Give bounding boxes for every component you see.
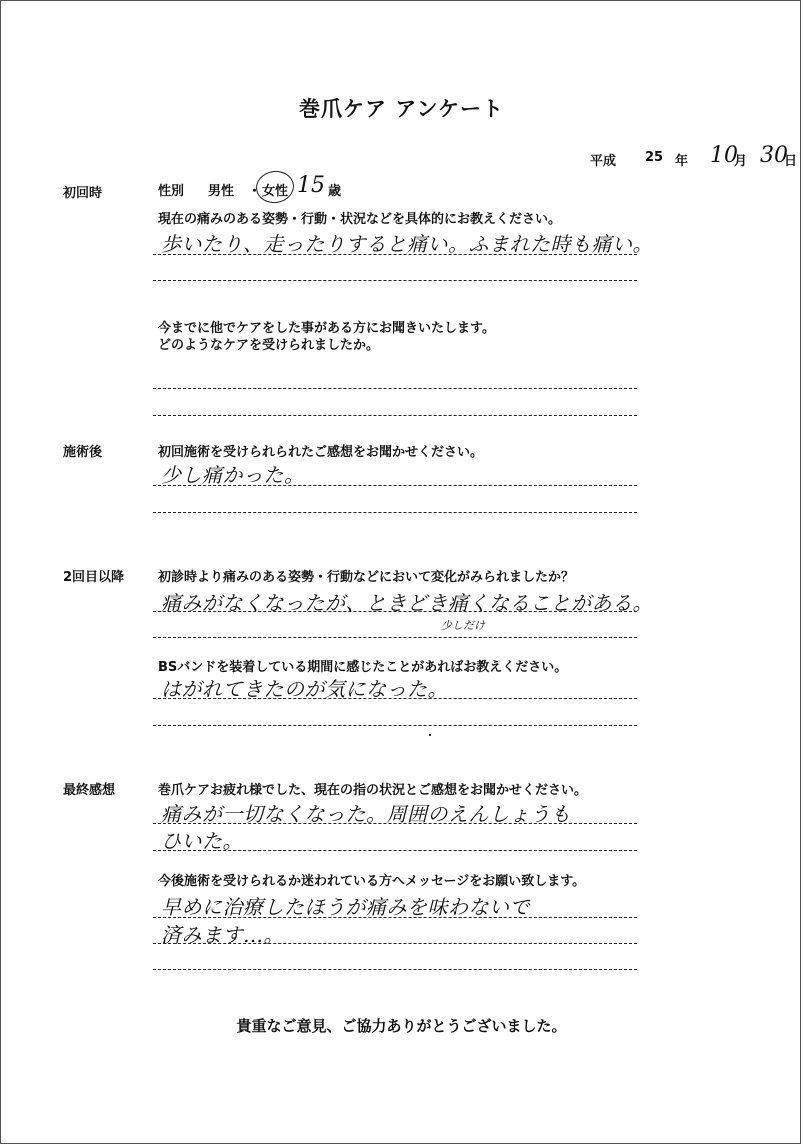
date-year: 25 [645, 150, 664, 165]
answer-message-1: 早めに治療したほうが痛みを味わないで [161, 895, 530, 919]
date-day-unit: 日 [784, 154, 798, 169]
answer-line [153, 943, 637, 944]
section-label-first-visit: 初回時 [63, 186, 103, 201]
gender-separator: ・ [248, 184, 262, 199]
answer-changes-note: 少しだけ [441, 619, 485, 632]
section-label-final: 最終感想 [63, 783, 116, 798]
answer-current-pain: 歩いたり、走ったりすると痛い。ふまれた時も痛い。 [161, 232, 653, 256]
answer-line [153, 280, 637, 281]
question-first-impression: 初回施術を受けられられたご感想をお聞かせください。 [158, 445, 484, 460]
answer-final-impression-2: ひいた。 [161, 829, 243, 853]
answer-line [153, 512, 637, 513]
date-day-handwritten: 30 [760, 143, 788, 168]
answer-line [153, 254, 637, 255]
question-previous-care-1: 今までに他でケアをした事がある方にお聞きいたします。 [158, 321, 495, 336]
answer-line [153, 637, 637, 638]
answer-line [153, 611, 637, 612]
date-year-unit: 年 [675, 154, 689, 169]
answer-line [153, 917, 637, 918]
date-month-handwritten: 10 [710, 143, 738, 168]
gender-male: 男性 [208, 184, 235, 199]
question-message: 今後施術を受けられるか迷われている方へメッセージをお願い致します。 [158, 874, 586, 889]
answer-line [153, 388, 637, 389]
age-handwritten: 15 [297, 173, 325, 198]
pen-mark [429, 734, 431, 736]
closing-message: 貴重なご意見、ご協力ありがとうございました。 [236, 1017, 567, 1035]
answer-line [153, 823, 637, 824]
answer-line [153, 698, 637, 699]
question-bs-band: BSバンドを装着している期間に感じたことがあればお教えください。 [158, 660, 568, 675]
survey-title: 巻爪ケア アンケート [298, 97, 505, 121]
answer-final-impression-1: 痛みが一切なくなった。周囲のえんしょうも [161, 802, 571, 826]
gender-label: 性別 [158, 184, 185, 199]
answer-changes: 痛みがなくなったが、ときどき痛くなることがある。 [161, 591, 653, 615]
female-selected-circle [254, 169, 296, 206]
answer-line [153, 415, 637, 416]
section-label-after-treatment: 施術後 [63, 445, 103, 460]
date-era: 平成 [590, 154, 617, 169]
answer-line [153, 725, 637, 726]
question-changes: 初診時より痛みのある姿勢・行動などにおいて変化がみられましたか？ [158, 570, 575, 585]
answer-line [153, 485, 637, 486]
age-unit: 歳 [328, 184, 342, 199]
section-label-second-onward: 2回目以降 [63, 570, 125, 585]
answer-line [153, 969, 637, 970]
answer-bs-band: はがれてきたのが気になった。 [161, 677, 448, 701]
question-current-pain: 現在の痛みのある姿勢・行動・状況などを具体的にお教えください。 [158, 212, 562, 227]
answer-line [153, 850, 637, 851]
answer-first-impression: 少し痛かった。 [161, 463, 305, 487]
answer-message-2: 済みます…。 [161, 923, 284, 947]
gender-female: 女性 [262, 184, 289, 199]
question-final-impression: 巻爪ケアお疲れ様でした、現在の指の状況とご感想をお聞かせください。 [158, 783, 588, 798]
date-month-unit: 月 [734, 154, 748, 169]
question-previous-care-2: どのようなケアを受けられましたか。 [158, 338, 380, 353]
